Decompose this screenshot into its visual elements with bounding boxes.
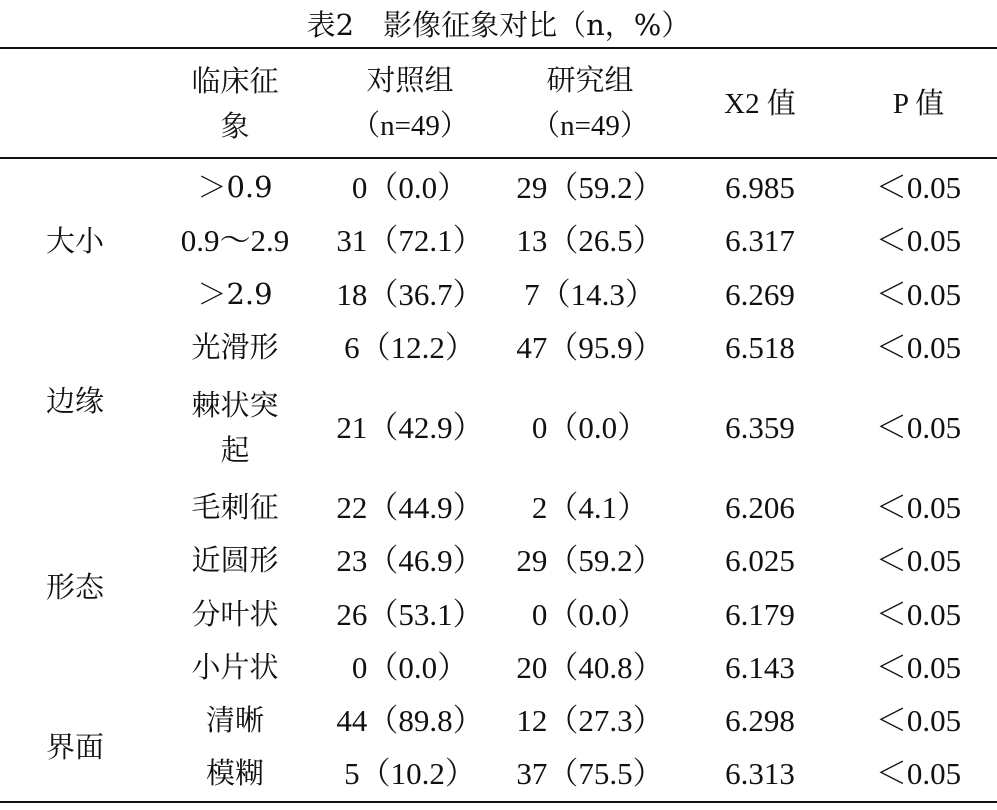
table-caption: 表2 影像征象对比（n，%）: [306, 8, 691, 42]
feature-cell: 近圆形: [191, 543, 279, 577]
study-cell: 0（0.0）: [531, 410, 649, 445]
table-header-rule: [0, 157, 997, 159]
header-p: P 值: [892, 87, 945, 120]
table-bottom-rule: [0, 801, 997, 803]
control-cell: 0（0.0）: [351, 170, 469, 205]
chi2-cell: 6.179: [725, 596, 795, 632]
control-cell: 21（42.9）: [336, 410, 484, 445]
p-cell: ＜0.05: [875, 703, 962, 738]
group-label-morphology: 形态: [45, 570, 104, 604]
control-cell: 0（0.0）: [351, 650, 469, 685]
header-chi2: X2 值: [724, 87, 796, 120]
p-cell: ＜0.05: [875, 330, 962, 365]
feature-cell: 毛刺征: [191, 490, 279, 524]
feature-cell: 光滑形: [191, 330, 279, 364]
study-cell: 29（59.2）: [516, 170, 664, 205]
p-cell: ＜0.05: [875, 170, 962, 205]
chi2-cell: 6.313: [725, 756, 795, 791]
p-cell: ＜0.05: [875, 276, 962, 312]
header-feature: 临床征 象: [191, 64, 279, 143]
study-cell: 20（40.8）: [516, 650, 664, 685]
study-cell: 12（27.3）: [516, 703, 664, 738]
chi2-cell: 6.518: [725, 330, 795, 365]
study-cell: 47（95.9）: [516, 330, 664, 365]
group-label-margin: 边缘: [45, 383, 104, 418]
p-cell: ＜0.05: [875, 756, 962, 791]
p-cell: ＜0.05: [875, 223, 962, 258]
study-cell: 7（14.3）: [524, 276, 656, 312]
feature-cell: 小片状: [191, 650, 279, 684]
feature-cell: 分叶状: [191, 596, 279, 631]
chi2-cell: 6.143: [725, 650, 795, 685]
study-cell: 13（26.5）: [516, 223, 664, 258]
study-cell: 0（0.0）: [531, 596, 649, 632]
p-cell: ＜0.05: [875, 410, 962, 445]
chi2-cell: 6.985: [725, 170, 795, 205]
chi2-cell: 6.317: [725, 223, 795, 258]
control-cell: 31（72.1）: [336, 223, 484, 258]
chi2-cell: 6.025: [725, 543, 795, 578]
chi2-cell: 6.359: [725, 410, 795, 445]
group-label-size: 大小: [45, 223, 104, 258]
header-control: 对照组 （n=49）: [351, 65, 469, 142]
header-group: [0, 52, 150, 156]
feature-cell: ＞0.9: [197, 170, 273, 204]
control-cell: 5（10.2）: [344, 756, 476, 791]
group-label-interface: 界面: [45, 729, 104, 764]
study-cell: 37（75.5）: [516, 756, 664, 791]
study-cell: 2（4.1）: [531, 490, 649, 525]
study-cell: 29（59.2）: [516, 543, 664, 578]
feature-cell: 棘状突 起: [191, 387, 279, 467]
control-cell: 22（44.9）: [336, 490, 484, 525]
control-cell: 44（89.8）: [336, 703, 484, 738]
feature-cell: ＞2.9: [197, 276, 273, 311]
feature-cell: 清晰: [205, 703, 264, 737]
control-cell: 26（53.1）: [336, 596, 484, 632]
p-cell: ＜0.05: [875, 490, 962, 525]
chi2-cell: 6.206: [725, 490, 795, 525]
feature-cell: 0.9～2.9: [180, 223, 290, 258]
p-cell: ＜0.05: [875, 596, 962, 632]
p-cell: ＜0.05: [875, 650, 962, 685]
control-cell: 18（36.7）: [336, 276, 484, 312]
p-cell: ＜0.05: [875, 543, 962, 578]
header-study: 研究组 （n=49）: [531, 65, 649, 142]
control-cell: 6（12.2）: [344, 330, 476, 365]
control-cell: 23（46.9）: [336, 543, 484, 578]
feature-cell: 模糊: [205, 756, 264, 790]
table-top-rule: [0, 47, 997, 49]
chi2-cell: 6.298: [725, 703, 795, 738]
chi2-cell: 6.269: [725, 276, 795, 312]
